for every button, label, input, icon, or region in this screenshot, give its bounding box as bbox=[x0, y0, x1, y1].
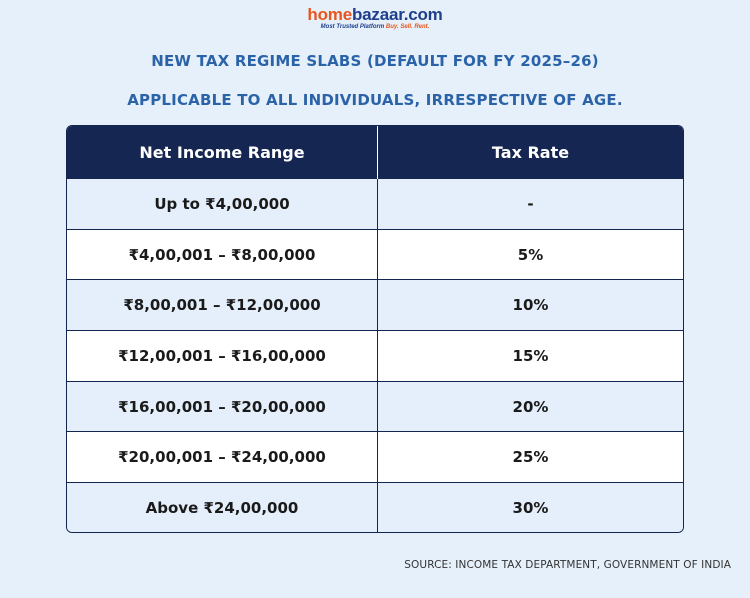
table-row bbox=[67, 483, 683, 532]
tax-rate-cell: 5% bbox=[378, 229, 684, 280]
table-row bbox=[67, 229, 683, 280]
tax-slab-table bbox=[66, 125, 684, 533]
income-range-cell: ₹16,00,001 – ₹20,00,000 bbox=[67, 381, 378, 432]
logo-tagline bbox=[0, 24, 750, 30]
table-header-row bbox=[67, 126, 683, 179]
income-range-cell: ₹4,00,001 – ₹8,00,000 bbox=[67, 229, 378, 280]
table-row bbox=[67, 331, 683, 382]
tax-rate-cell: 10% bbox=[378, 280, 684, 331]
income-range-cell: ₹20,00,001 – ₹24,00,000 bbox=[67, 432, 378, 483]
logo-tagline-start: Most Trusted Platform bbox=[320, 24, 386, 30]
income-range-cell: ₹8,00,001 – ₹12,00,000 bbox=[67, 280, 378, 331]
logo-part-home: home bbox=[307, 5, 352, 24]
source-note: SOURCE: INCOME TAX DEPARTMENT, GOVERNMENT OF INDIA bbox=[404, 559, 731, 571]
page-subtitle: APPLICABLE TO ALL INDIVIDUALS, IRRESPECTIVE OF AGE. bbox=[127, 91, 623, 109]
income-range-cell: Above ₹24,00,000 bbox=[67, 483, 378, 532]
header-net-income-range: Net Income Range bbox=[67, 126, 378, 179]
income-range-cell: ₹12,00,001 – ₹16,00,000 bbox=[67, 331, 378, 382]
tax-rate-cell: 20% bbox=[378, 381, 684, 432]
logo bbox=[0, 6, 750, 30]
page-title: NEW TAX REGIME SLABS (DEFAULT FOR FY 2025–26) bbox=[151, 52, 599, 70]
table-row bbox=[67, 280, 683, 331]
table-row bbox=[67, 432, 683, 483]
income-range-cell: Up to ₹4,00,000 bbox=[67, 179, 378, 230]
tax-rate-cell: 25% bbox=[378, 432, 684, 483]
logo-part-bazaar: bazaar bbox=[351, 5, 404, 24]
logo-wordmark bbox=[0, 6, 750, 23]
tax-rate-cell: 15% bbox=[378, 331, 684, 382]
table-row bbox=[67, 179, 683, 230]
tax-rate-cell: - bbox=[378, 179, 684, 230]
tax-rate-cell: 30% bbox=[378, 483, 684, 532]
logo-part-com: .com bbox=[403, 5, 443, 24]
logo-tagline-accent: Buy. Sell. Rent. bbox=[385, 24, 430, 30]
table-row bbox=[67, 381, 683, 432]
header-tax-rate: Tax Rate bbox=[378, 126, 684, 179]
